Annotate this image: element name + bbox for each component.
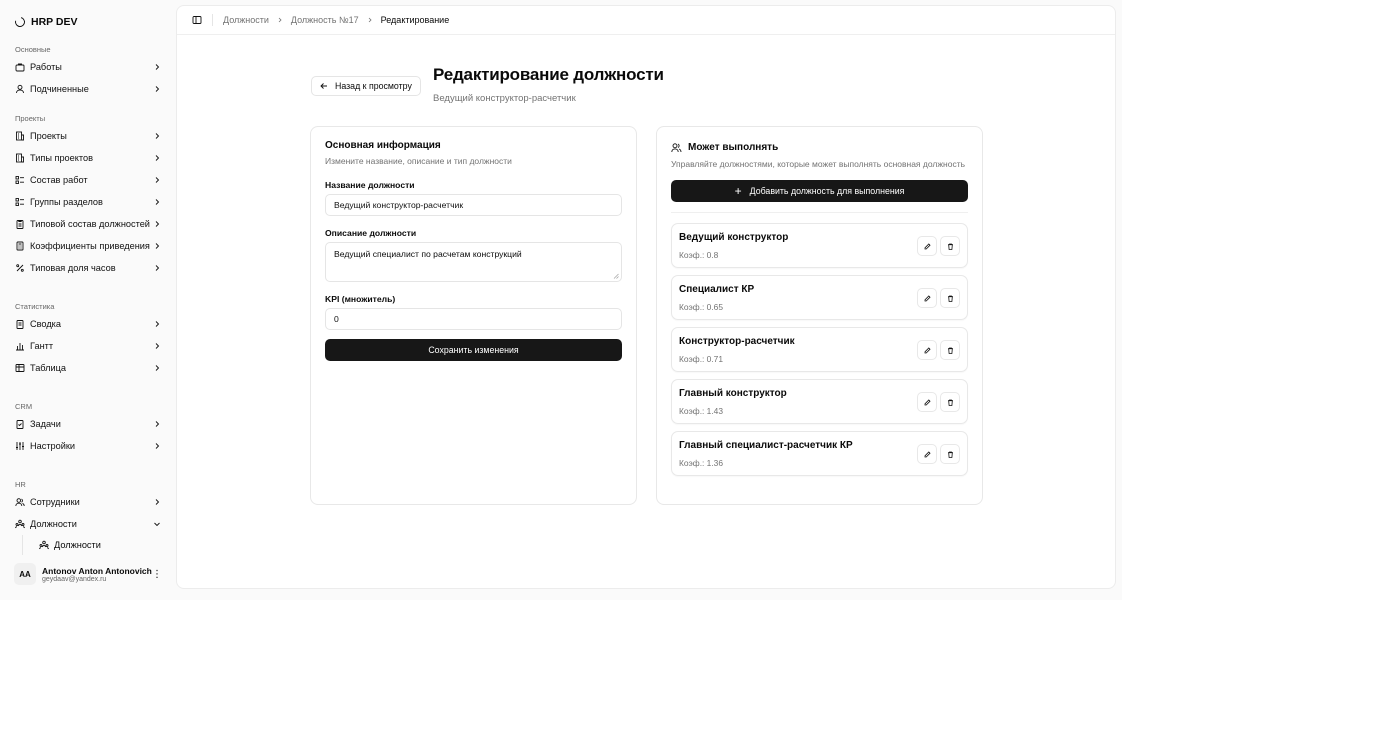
arrow-left-icon xyxy=(320,82,328,90)
divider xyxy=(212,14,213,26)
position-item xyxy=(671,431,968,476)
list-check-icon xyxy=(15,197,25,207)
chevron-right-icon xyxy=(153,63,161,71)
clipboard-icon xyxy=(15,319,25,329)
add-position-button[interactable]: + Добавить должность для выполнения xyxy=(671,180,968,202)
sidebar-subitem-positions[interactable]: Должности xyxy=(22,535,168,555)
sliders-icon xyxy=(15,441,25,451)
position-coef: Коэф.: 0.71 xyxy=(679,354,723,364)
group-label-projects: Проекты xyxy=(15,113,46,123)
position-coef: Коэф.: 1.43 xyxy=(679,406,723,416)
list-check-icon xyxy=(15,175,25,185)
position-actions xyxy=(917,236,960,256)
chevron-right-icon xyxy=(153,264,161,272)
group-label-crm: CRM xyxy=(15,401,33,411)
brand-name: HRP DEV xyxy=(31,16,78,28)
sidebar-item-settings[interactable]: Настройки xyxy=(8,435,168,457)
chevron-right-icon xyxy=(153,320,161,328)
users-group-icon xyxy=(39,540,49,550)
card-description: Управляйте должностями, которые может выполнять основная должность xyxy=(671,159,966,169)
delete-button[interactable] xyxy=(940,288,960,308)
delete-button[interactable] xyxy=(940,340,960,360)
chevron-right-icon xyxy=(153,198,161,206)
user-name: Antonov Anton Antonovich xyxy=(42,565,152,576)
edit-icon xyxy=(924,451,931,458)
chevron-right-icon xyxy=(277,17,283,23)
group-label-main: Основные xyxy=(15,44,51,54)
resize-grip-icon[interactable] xyxy=(613,273,619,279)
building-icon xyxy=(15,131,25,141)
kpi-input[interactable]: 0 xyxy=(325,308,622,330)
main-panel xyxy=(176,5,1116,589)
bar-chart-icon xyxy=(15,341,25,351)
sidebar-item-section-groups[interactable]: Группы разделов xyxy=(8,191,168,213)
user-info xyxy=(42,566,152,583)
clipboard-check-icon xyxy=(15,419,25,429)
chevron-right-icon xyxy=(153,498,161,506)
logo-icon xyxy=(13,15,27,29)
chevron-down-icon xyxy=(153,520,161,528)
group-label-hr: HR xyxy=(15,479,26,489)
chevron-right-icon xyxy=(153,242,161,250)
description-value: Ведущий специалист по расчетам конструкций xyxy=(334,249,522,259)
sidebar-item-project-types[interactable]: Типы проектов xyxy=(8,147,168,169)
position-coef: Коэф.: 0.8 xyxy=(679,250,719,260)
chevron-right-icon xyxy=(153,364,161,372)
can-perform-card xyxy=(656,126,983,505)
sidebar-item-positions[interactable]: Должности xyxy=(8,513,168,535)
position-actions xyxy=(917,444,960,464)
sidebar-item-typical-positions[interactable]: Типовой состав должностей xyxy=(8,213,168,235)
position-name: Специалист КР xyxy=(679,284,755,295)
sidebar-item-projects[interactable]: Проекты xyxy=(8,125,168,147)
position-coef: Коэф.: 0.65 xyxy=(679,302,723,312)
trash-icon xyxy=(947,399,954,406)
trash-icon xyxy=(947,295,954,302)
card-title: Основная информация xyxy=(325,140,441,151)
sidebar-item-subordinates[interactable]: Подчиненные xyxy=(8,78,168,100)
breadcrumb-position[interactable]: Должность №17 xyxy=(290,15,359,25)
chevron-right-icon xyxy=(153,154,161,162)
position-item xyxy=(671,223,968,268)
sidebar-item-coefficients[interactable]: Коэффициенты приведения xyxy=(8,235,168,257)
position-coef: Коэф.: 1.36 xyxy=(679,458,723,468)
topbar xyxy=(177,6,1115,35)
plus-icon: + xyxy=(734,184,742,198)
more-vertical-icon[interactable]: ⋮ xyxy=(152,568,162,580)
save-button[interactable]: Сохранить изменения xyxy=(325,339,622,361)
trash-icon xyxy=(947,347,954,354)
divider xyxy=(671,212,968,213)
chevron-right-icon xyxy=(153,420,161,428)
edit-icon xyxy=(924,347,931,354)
position-actions xyxy=(917,392,960,412)
users-group-icon xyxy=(15,519,25,529)
user-email: geydaav@yandex.ru xyxy=(42,575,107,583)
sidebar-item-tasks[interactable]: Задачи xyxy=(8,413,168,435)
page-subtitle: Ведущий конструктор-расчетчик xyxy=(433,93,576,104)
breadcrumb-current: Редактирование xyxy=(380,15,450,25)
sidebar-toggle-icon[interactable] xyxy=(192,15,202,25)
position-item xyxy=(671,275,968,320)
avatar: AA xyxy=(14,563,36,585)
chevron-right-icon xyxy=(153,85,161,93)
card-title: Может выполнять xyxy=(688,142,779,153)
edit-button[interactable] xyxy=(917,288,937,308)
breadcrumb-positions[interactable]: Должности xyxy=(223,15,269,25)
card-description: Измените название, описание и тип должности xyxy=(325,156,512,166)
edit-button[interactable] xyxy=(917,340,937,360)
clipboard-icon xyxy=(15,219,25,229)
position-item xyxy=(671,327,968,372)
delete-button[interactable] xyxy=(940,444,960,464)
table-icon xyxy=(15,363,25,373)
chevron-right-icon xyxy=(153,342,161,350)
chevron-right-icon xyxy=(153,220,161,228)
calculator-icon xyxy=(15,241,25,251)
group-label-stats: Статистика xyxy=(15,301,55,311)
position-name: Главный специалист-расчетчик КР xyxy=(679,440,853,451)
sidebar xyxy=(0,0,176,600)
trash-icon xyxy=(947,451,954,458)
chevron-right-icon xyxy=(367,17,373,23)
sidebar-item-gantt[interactable]: Гантт xyxy=(8,335,168,357)
users-icon xyxy=(671,142,682,153)
delete-button[interactable] xyxy=(940,236,960,256)
position-item xyxy=(671,379,968,424)
edit-button[interactable] xyxy=(917,392,937,412)
sidebar-item-summary[interactable]: Сводка xyxy=(8,313,168,335)
chevron-right-icon xyxy=(153,442,161,450)
users-icon xyxy=(15,497,25,507)
edit-icon xyxy=(924,399,931,406)
position-name: Конструктор-расчетчик xyxy=(679,336,795,347)
percent-icon xyxy=(15,263,25,273)
basic-info-card xyxy=(310,126,637,505)
trash-icon xyxy=(947,243,954,250)
position-actions xyxy=(917,288,960,308)
can-perform-header xyxy=(671,142,968,153)
edit-button[interactable] xyxy=(917,444,937,464)
name-input[interactable]: Ведущий конструктор-расчетчик xyxy=(325,194,622,216)
building-icon xyxy=(15,153,25,163)
page-title: Редактирование должности xyxy=(433,65,664,84)
chevron-right-icon xyxy=(153,176,161,184)
edit-button[interactable] xyxy=(917,236,937,256)
user-icon xyxy=(15,84,25,94)
brand[interactable] xyxy=(8,11,168,33)
back-button[interactable]: Назад к просмотру xyxy=(311,76,421,96)
edit-icon xyxy=(924,295,931,302)
briefcase-icon xyxy=(15,62,25,72)
kpi-label: KPI (множитель) xyxy=(325,294,396,304)
sidebar-item-table[interactable]: Таблица xyxy=(8,357,168,379)
user-menu[interactable] xyxy=(8,556,168,592)
position-name: Главный конструктор xyxy=(679,388,787,399)
position-actions xyxy=(917,340,960,360)
chevron-right-icon xyxy=(153,132,161,140)
description-label: Описание должности xyxy=(325,228,417,238)
edit-icon xyxy=(924,243,931,250)
description-textarea[interactable] xyxy=(325,242,622,282)
name-label: Название должности xyxy=(325,180,415,190)
delete-button[interactable] xyxy=(940,392,960,412)
sidebar-item-work-composition[interactable]: Состав работ xyxy=(8,169,168,191)
sidebar-item-works[interactable]: Работы xyxy=(8,56,168,78)
sidebar-item-employees[interactable]: Сотрудники xyxy=(8,491,168,513)
position-name: Ведущий конструктор xyxy=(679,232,789,243)
sidebar-item-hours-share[interactable]: Типовая доля часов xyxy=(8,257,168,279)
